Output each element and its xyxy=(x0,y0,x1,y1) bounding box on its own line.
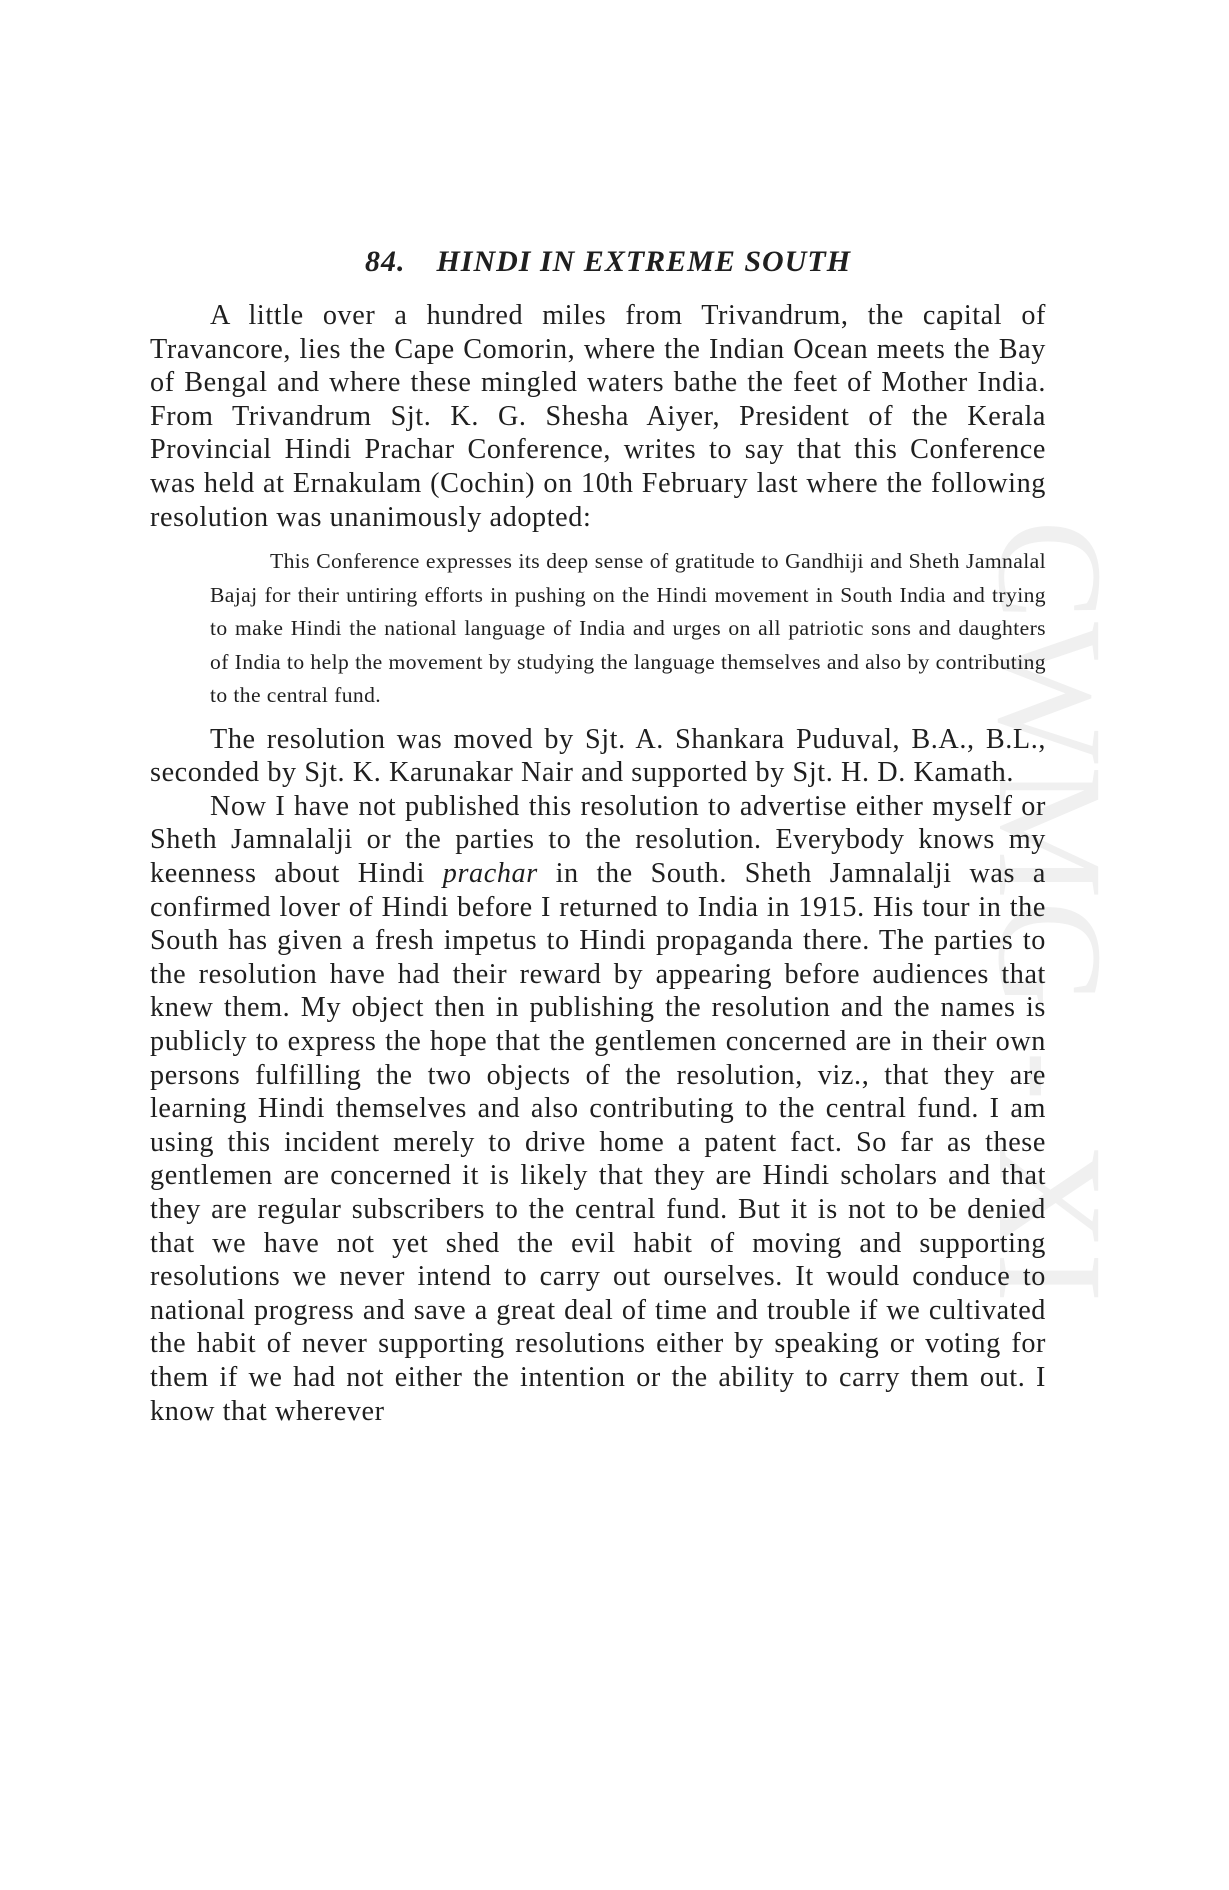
chapter-number: 84. xyxy=(364,245,406,278)
resolution-quote: This Conference expresses its deep sense of gratitude to Gandhiji and Sheth Jamnalal Bajaj for their untiring efforts in pushing on the Hindi movement in South India and trying to make Hindi the national language of India and urges on all patriotic sons and daughters of India to help the movement by studying the language themselves and also by contributing to the central fund. xyxy=(210,549,1046,708)
commentary-text-rest: in the South. Sheth Jamnalalji was a confirmed lover of Hindi before I returned to India in 1915. His tour in the South has given a fresh impetus to Hindi propaganda there. The parties to the resolution have had their reward by appearing before audiences that knew them. My object then in publishing the resolution and the names is publicly to express the hope that the gentlemen concerned are in their own persons fulfilling the two objects of the resolution, viz., that they are learning Hindi themselves and also contributing to the central fund. I am using this incident merely to drive home a patent fact. So far as these gentlemen are concerned it is likely that they are Hindi scholars and that they are regular subscribers to the central fund. But it is not to be denied that we have not yet shed the evil habit of moving and supporting resolutions we never intend to carry out ourselves. It would conduce to national progress and save a great deal of time and trouble if we cultivated the habit of never supporting resolutions either by speaking or voting for them if we had not either the intention or the ability to carry them out. I know that wherever xyxy=(150,858,1046,1427)
chapter-title: HINDI IN EXTREME SOUTH xyxy=(436,245,852,278)
paragraph-commentary xyxy=(150,790,1046,1428)
commentary-italic-term: prachar xyxy=(442,858,538,890)
page-content xyxy=(150,245,1046,1428)
paragraph-movers: The resolution was moved by Sjt. A. Shankara Puduval, B.A., B.L., seconded by Sjt. K. Karunakar Nair and supported by Sjt. H. D. Kamath. xyxy=(150,723,1046,789)
watermark: CWMG - XI xyxy=(967,520,1133,1305)
commentary-text-start: Now I have not published this resolution to advertise either myself or Sheth Jamnalalji or the parties to the resolution. Everybody knows my keenness about Hindi xyxy=(150,790,1046,890)
paragraph-intro: A little over a hundred miles from Trivandrum, the capital of Travancore, lies the Cape Comorin, where the Indian Ocean meets the Bay of Bengal and where these mingled waters bathe the feet of Mother India. From Trivandrum Sjt. K. G. Shesha Aiyer, President of the Kerala Provincial Hindi Prachar Conference, writes to say that this Conference was held at Ernakulam (Cochin) on 10th February last where the following resolution was unanimously adopted: xyxy=(150,300,1046,533)
chapter-heading xyxy=(150,245,1046,279)
